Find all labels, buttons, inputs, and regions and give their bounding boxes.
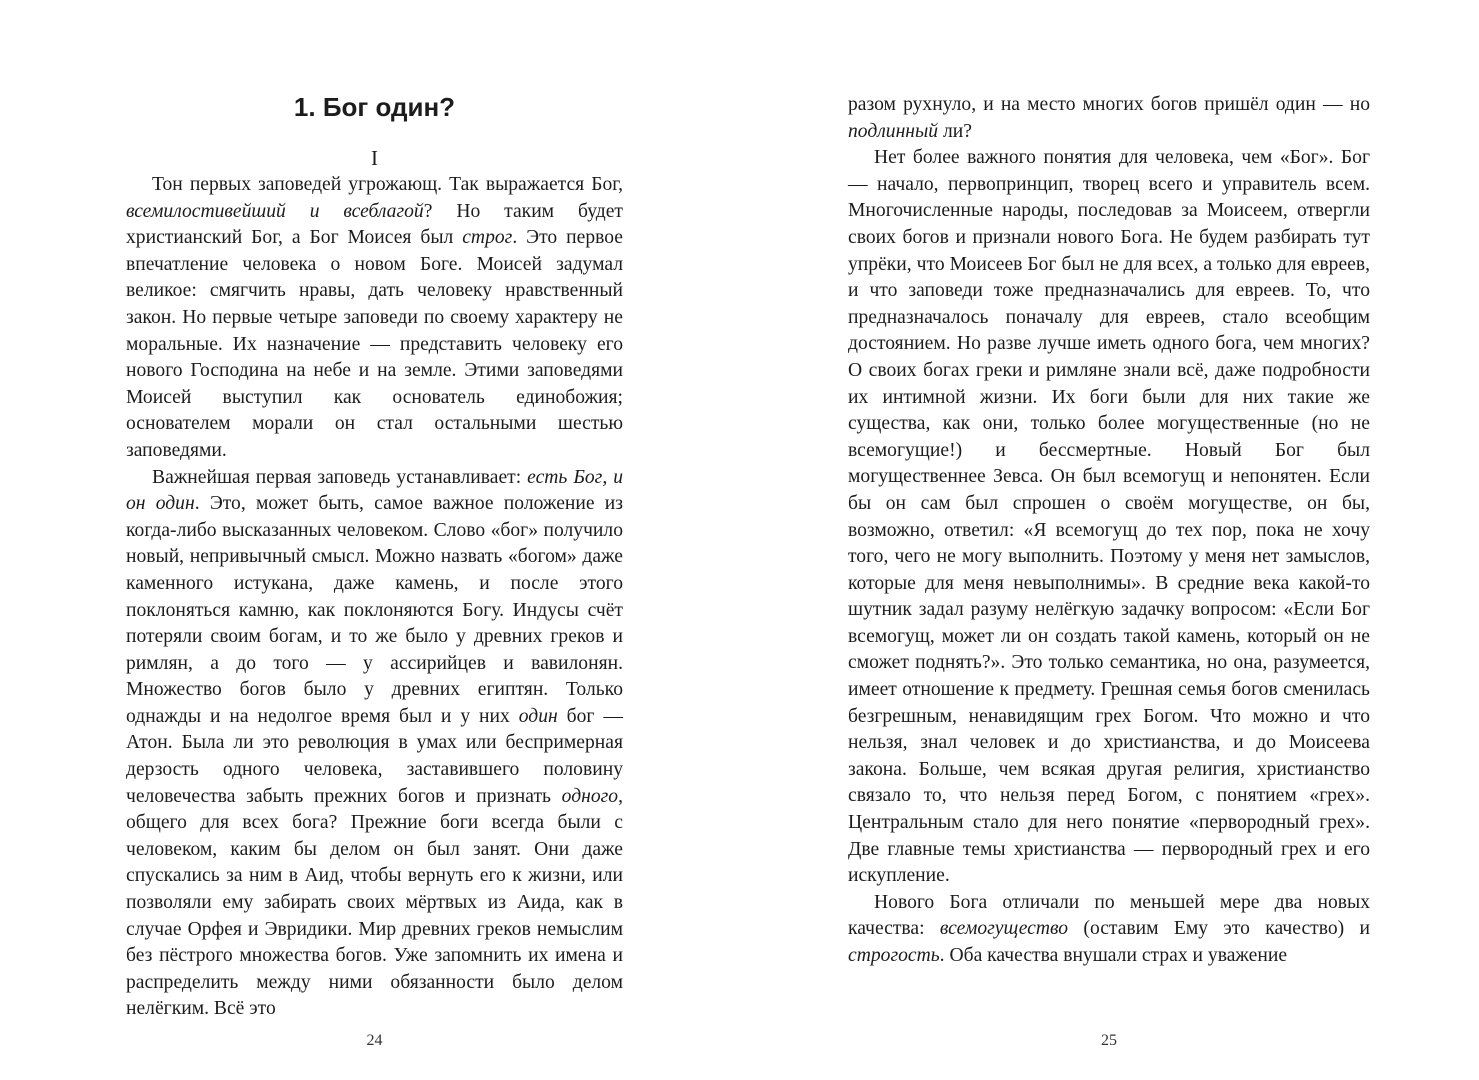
- italic-emphasis: строг: [462, 227, 513, 249]
- text-run: разом рухнуло, и на место многих богов пришёл один — но: [848, 94, 1370, 115]
- paragraph: [848, 890, 1370, 970]
- text-run: ли?: [938, 120, 972, 142]
- italic-emphasis: всемилостивейший и всеблагой: [126, 200, 424, 222]
- text-run: Тон первых заповедей угрожающ. Так выражается Бог,: [152, 174, 623, 195]
- text-run: Важнейшая первая заповедь устанавливает:: [152, 466, 528, 488]
- chapter-title: 1. Бог один?: [293, 92, 456, 122]
- paragraph: [848, 145, 1370, 890]
- text-run: ? Но таким будет христианский Бог, а Бог Моисея был: [126, 200, 623, 249]
- text-run: Нового Бога отличали по меньшей мере два новых качества:: [848, 891, 1370, 940]
- paragraph: [126, 465, 623, 1023]
- italic-emphasis: есть Бог, и он один: [126, 466, 623, 515]
- text-run: . Оба качества внушали страх и уважение: [939, 945, 1288, 966]
- italic-emphasis: всемогущество: [939, 918, 1069, 940]
- page-number-left: 24: [366, 1032, 383, 1049]
- text-run: . Это, может быть, самое важное положение из когда-либо высказанных человеком. Слово «бог» получило новый, непривычный смысл. Можно назвать «богом» даже каменного истукана, даже камень, и после этого поклоняться камню, как поклоняются Богу. Индусы счёт потеряли своим богам, и то же было у древних греков и римлян, а до того — у ассирийцев и вавилонян. Множество богов было у древних египтян. Только однажды и на недолгое время был и у них: [126, 493, 623, 727]
- italic-emphasis: одного: [561, 785, 619, 807]
- right-page-body: [848, 92, 1370, 970]
- italic-emphasis: строгость: [848, 945, 940, 966]
- italic-emphasis: один: [518, 705, 558, 727]
- text-run: Нет более важного понятия для человека, чем «Бог». Бог — начало, первопринцип, творец всего и управитель всем. Многочисленные народы, последовав за Моисеем, отвергли своих богов и признали нового Бога. Не будем разбирать тут упрёки, что Моисеев Бог был не для всех, а только для евреев, и что заповеди тоже предназначались для евреев. То, что предназначалось поначалу для евреев, стало всеобщим достоянием. Но разве лучше иметь одного бога, чем многих? О своих богах греки и римляне знали всё, даже подробности их интимной жизни. Их боги были для них такие же существа, как они, только более могущественные (но не всемогущие!) и бессмертные. Новый Бог был могущественнее Зевса. Он был всемогущ и непонятен. Если бы он сам был спрошен о своём могуществе, он бы, возможно, ответил: «Я всемогущ до тех пор, пока не хочу того, чего не могу выполнить. Поэтому у меня нет замыслов, которые для меня невыполнимы». В средние века какой-то шутник задал разуму нелёгкую задачку вопросом: «Если Бог всемогущ, может ли он создать такой камень, который он не сможет поднять?». Это только семантика, но она, разумеется, имеет отношение к предмету. Грешная семья богов сменилась безгрешным, ненавидящим грех Богом. Что можно и что нельзя, знал человек и до христианства, и до Моисеева закона. Больше, чем всякая другая религия, христианство связало то, что нельзя перед Богом, с понятием «грех». Центральным стало для него понятие «первородный грех». Две главные темы христианства — первородный грех и его искупление.: [848, 147, 1370, 887]
- paragraph: [848, 92, 1370, 145]
- text-run: , общего для всех бога? Прежние боги всегда были с человеком, каким бы делом он был занят. Они даже спускались за ним в Аид, чтобы вернуть его к жизни, или позволяли ему забирать своих мёртвых из Аида, как в случае Орфея и Эвридики. Мир древних греков немыслим без пёстрого множества богов. Уже запомнить их имена и распределить между ними обязанности было делом нелёгким. Всё это: [126, 785, 623, 1020]
- right-page: [848, 0, 1370, 1080]
- text-run: (оставим Ему это качество) и: [1068, 918, 1370, 940]
- left-page: [126, 0, 623, 1080]
- paragraph: [126, 172, 623, 465]
- text-run: . Это первое впечатление человека о новом Боге. Моисей задумал великое: смягчить нравы, дать человеку нравственный закон. Но первые четыре заповеди по своему характеру не моральные. Их назначение — представить человеку его нового Господина на небе и на земле. Этими заповедями Моисей выступил как основатель единобожия; основателем морали он стал остальными шестью заповедями.: [126, 227, 623, 461]
- italic-emphasis: подлинный: [848, 120, 939, 142]
- text-run: бог — Атон. Была ли это революция в умах или беспримерная дерзость одного человека, заставившего половину человечества забыть прежних богов и признать: [126, 705, 624, 807]
- left-page-body: [126, 172, 623, 1023]
- page-number-right: 25: [1101, 1032, 1117, 1049]
- section-number: I: [371, 146, 378, 170]
